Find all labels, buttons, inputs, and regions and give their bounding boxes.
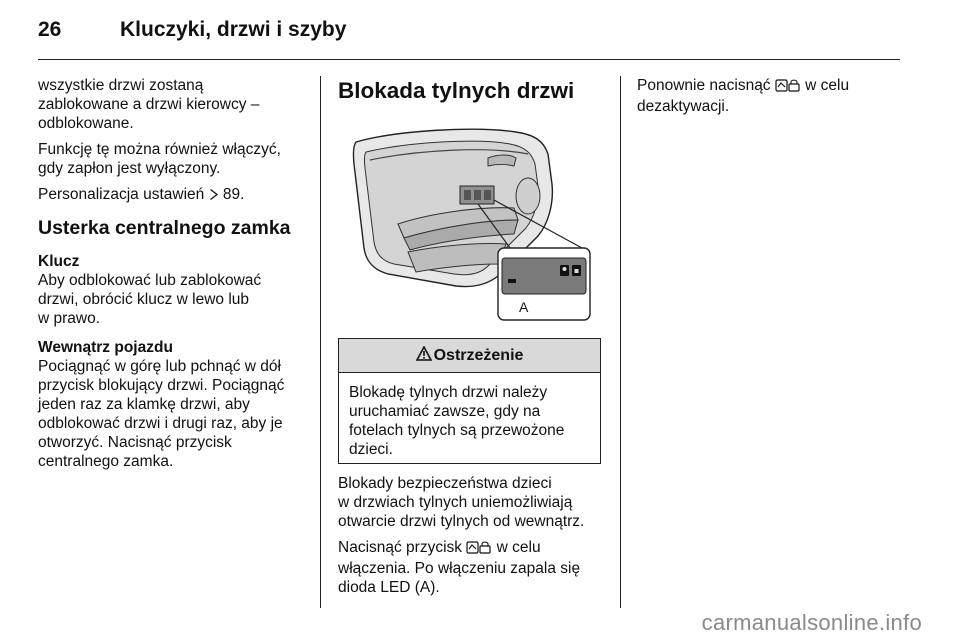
deactivate-text-b: w celu dezaktywacji.: [637, 77, 850, 115]
deactivate-text-a: Ponownie nacisnąć: [637, 77, 775, 94]
warning-header: [339, 339, 600, 373]
page-ref: 89.: [218, 186, 245, 203]
inside-vehicle-subheading: Wewnątrz pojazdu: [38, 339, 173, 356]
inside-vehicle-section: [38, 338, 308, 471]
figure-label-a: A: [519, 299, 529, 315]
column-divider-1: [320, 76, 321, 608]
warning-title: Ostrzeżenie: [433, 346, 524, 364]
warning-text: Blokadę tylnych drzwi należy uruchamiać zawsze, gdy na fotelach tylnych są przewożone dzieci.: [349, 384, 565, 458]
key-section: [38, 252, 308, 328]
page-number: 26: [38, 18, 62, 41]
col1-paragraph-1: wszystkie drzwi zostaną zablokowane a drzwi kierowcy – odblokowane.: [38, 77, 260, 132]
press-button-paragraph: [338, 538, 608, 597]
column-divider-2: [620, 76, 621, 608]
deactivate-paragraph: [637, 76, 907, 116]
child-safety-lock-text: Blokady bezpieczeństwa dzieci w drzwiach tylnych uniemożliwiają otwarcie drzwi tylnych od wewnątrz.: [338, 475, 585, 530]
section-heading-central-lock-fault: Usterka centralnego zamka: [38, 217, 291, 239]
col2-bottom-text: [338, 474, 608, 604]
warning-box: [338, 338, 601, 464]
personalization-text: Personalizacja ustawień: [38, 186, 209, 203]
column-3: [637, 76, 907, 123]
header-rule: [38, 59, 900, 60]
column-1: [38, 76, 308, 481]
column-2: [338, 76, 608, 104]
inside-vehicle-text: Pociągnąć w górę lub pchnąć w dół przycisk blokujący drzwi. Pociągnąć jeden raz za klamkę drzwi, aby odblokować drzwi i drugi raz, aby je otworzyć. Nacisnąć przycisk centralnego zamka.: [38, 358, 285, 470]
press-button-text-b: w celu włączenia. Po włączeniu zapala się dioda LED (A).: [338, 539, 581, 596]
child-lock-icon: [775, 78, 801, 97]
key-subheading: Klucz: [38, 253, 80, 270]
door-panel-illustration: [338, 124, 600, 324]
key-text: Aby odblokować lub zablokować drzwi, obrócić klucz w lewo lub w prawo.: [38, 272, 262, 327]
ref-arrow-icon: [209, 187, 219, 206]
col1-paragraph-2: Funkcję tę można również włączyć, gdy zapłon jest wyłączony.: [38, 141, 281, 177]
child-lock-icon: [466, 540, 492, 559]
section-heading-rear-door-lock: Blokada tylnych drzwi: [338, 78, 575, 103]
press-button-text-a: Nacisnąć przycisk: [338, 539, 467, 556]
col1-paragraph-3: [38, 185, 308, 206]
warning-triangle-icon: [416, 346, 432, 366]
watermark: carmanualsonline.info: [701, 610, 922, 635]
page-title: Kluczyki, drzwi i szyby: [120, 18, 347, 41]
